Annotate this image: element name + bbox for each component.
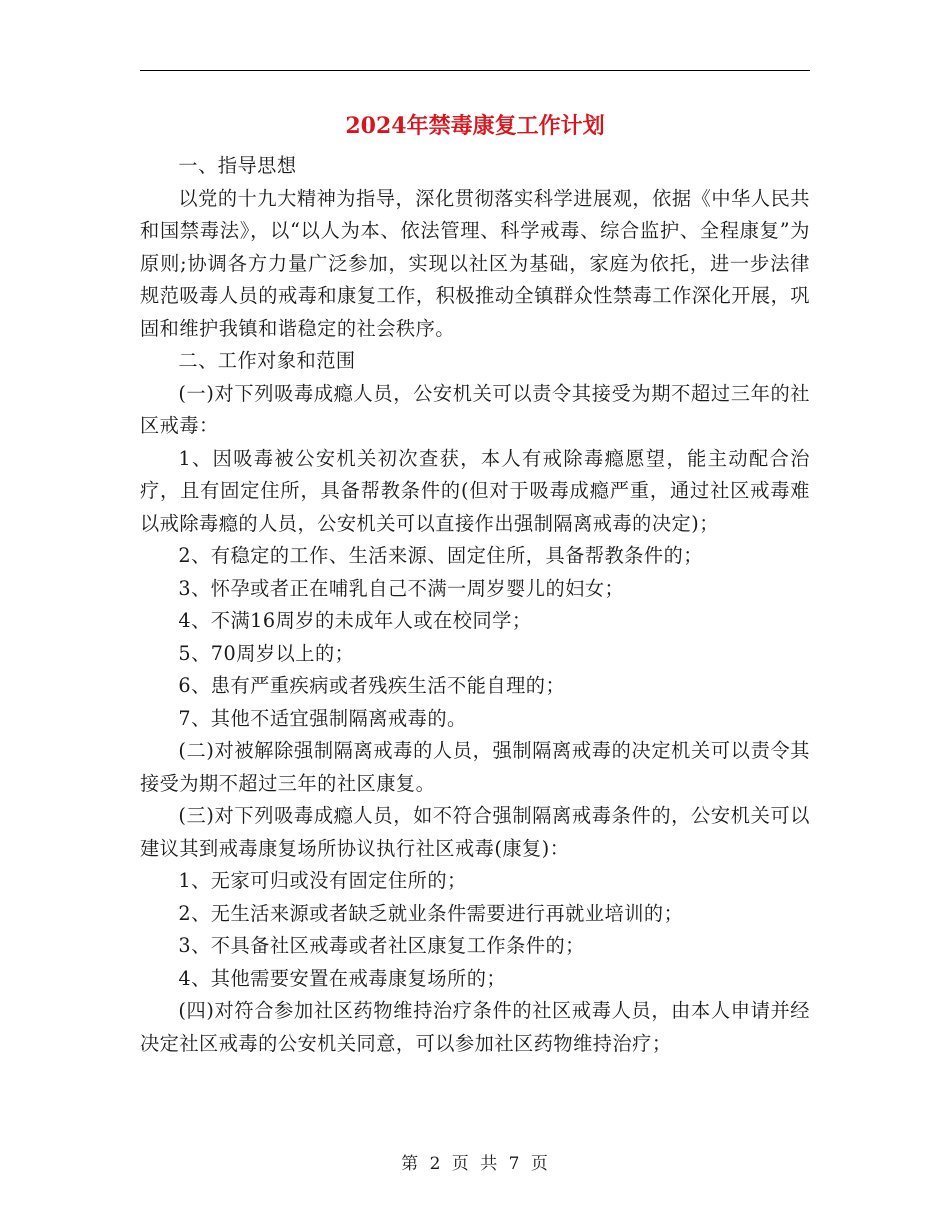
list-item: 7、其他不适宜强制隔离戒毒的。 [178,706,467,730]
paragraph: (三)对下列吸毒成瘾人员，如不符合强制隔离戒毒条件的，公安机关可以建议其到戒毒康复场所协议执行社区戒毒(康复)： [140,804,810,860]
list-item: 4、不满16周岁的未成年人或在校同学； [178,609,532,632]
list-item: 3、不具备社区戒毒或者社区康复工作条件的； [178,934,585,957]
list-item: 4、其他需要安置在戒毒康复场所的； [178,966,507,990]
page-number: 第 2 页 共 7 页 [401,1154,549,1174]
list-item: 2、无生活来源或者缺乏就业条件需要进行再就业培训的； [178,901,684,925]
list-item: 2、有稳定的工作、生活来源、固定住所，具备帮教条件的； [178,544,703,567]
paragraph-heading-2: 二、工作对象和范围 [178,349,356,372]
list-item: 1、因吸毒被公安机关初次查获，本人有戒除毒瘾愿望，能主动配合治疗，且有固定住所，具备帮教条件的(但对于吸毒成瘾严重，通过社区戒毒难以戒除毒瘾的人员，公安机关可以直接作出强制隔离戒毒的决定)； [140,446,810,535]
document-body [140,150,810,1060]
paragraph: (一)对下列吸毒成瘾人员，公安机关可以责令其接受为期不超过三年的社区戒毒： [140,381,810,437]
document-title: 2024年禁毒康复工作计划 [345,113,605,139]
list-item: 5、70周岁以上的； [178,641,355,665]
list-item: 1、无家可归或没有固定住所的； [178,869,467,892]
list-item: 6、患有严重疾病或者残疾生活不能自理的； [178,674,566,697]
paragraph: 以党的十九大精神为指导，深化贯彻落实科学进展观，依据《中华人民共和国禁毒法》，以“以人为本、依法管理、科学戒毒、综合监护、全程康复”为原则;协调各方力量广泛参加，实现以社区为基础，家庭为依托，进一步法律规范吸毒人员的戒毒和康复工作，积极推动全镇群众性禁毒工作深化开展，巩固和维护我镇和谐稳定的社会秩序。 [140,186,810,340]
paragraph: (四)对符合参加社区药物维持治疗条件的社区戒毒人员，由本人申请并经决定社区戒毒的公安机关同意，可以参加社区药物维持治疗； [140,999,810,1055]
list-item: 3、怀孕或者正在哺乳自己不满一周岁婴儿的妇女； [178,576,625,600]
header-rule [140,70,810,71]
paragraph-heading-1: 一、指导思想 [178,154,297,177]
paragraph: (二)对被解除强制隔离戒毒的人员，强制隔离戒毒的决定机关可以责令其接受为期不超过三年的社区康复。 [140,739,810,795]
